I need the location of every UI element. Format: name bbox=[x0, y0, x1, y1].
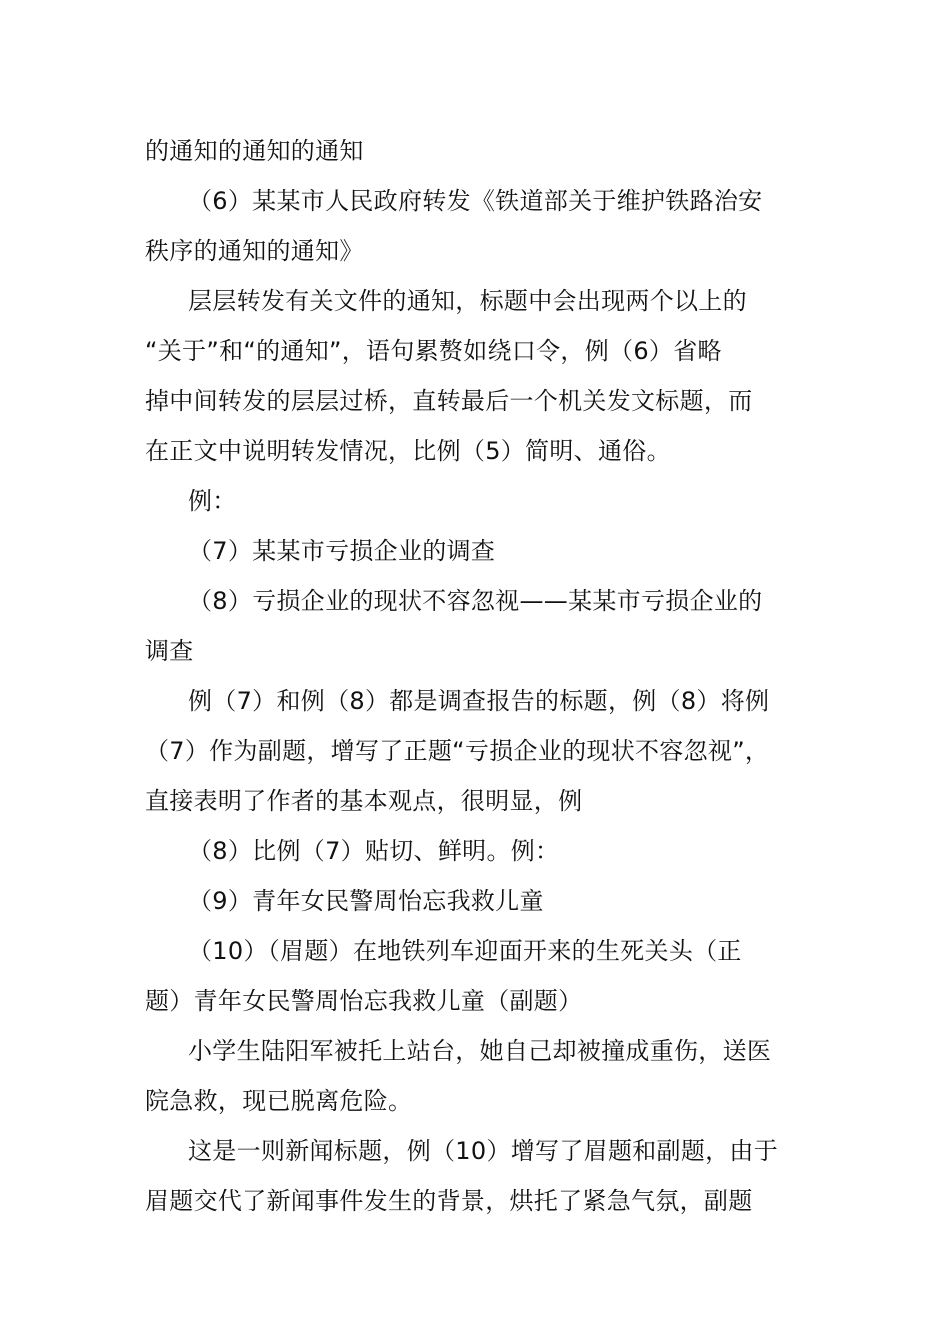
text-line: 在正文中说明转发情况，比例（5）简明、通俗。 bbox=[145, 437, 671, 465]
text-line: 例（7）和例（8）都是调查报告的标题，例（8）将例 bbox=[188, 687, 770, 715]
text-line: 眉题交代了新闻事件发生的背景，烘托了紧急气氛，副题 bbox=[145, 1187, 753, 1215]
text-line: （6）某某市人民政府转发《铁道部关于维护铁路治安 bbox=[188, 187, 763, 215]
text-line: 的通知的通知的通知 bbox=[145, 137, 364, 165]
text-line: （8）亏损企业的现状不容忽视——某某市亏损企业的 bbox=[188, 587, 763, 615]
text-line: 题）青年女民警周怡忘我救儿童（副题） bbox=[145, 987, 583, 1015]
text-line: （10）（眉题）在地铁列车迎面开来的生死关头（正 bbox=[188, 937, 742, 965]
text-line: 直接表明了作者的基本观点，很明显，例 bbox=[145, 787, 583, 815]
text-line: “关于”和“的通知”，语句累赘如绕口令，例（6）省略 bbox=[145, 337, 722, 365]
text-line: 例： bbox=[188, 487, 237, 515]
text-line: 小学生陆阳军被托上站台，她自己却被撞成重伤，送医 bbox=[188, 1037, 772, 1065]
text-line: 调查 bbox=[145, 637, 194, 665]
text-line: （9）青年女民警周怡忘我救儿童 bbox=[188, 887, 544, 915]
text-line: 这是一则新闻标题，例（10）增写了眉题和副题，由于 bbox=[188, 1137, 779, 1165]
text-line: （7）某某市亏损企业的调查 bbox=[188, 537, 496, 565]
text-line: 掉中间转发的层层过桥，直转最后一个机关发文标题，而 bbox=[145, 387, 753, 415]
text-line: 院急救，现已脱离危险。 bbox=[145, 1087, 413, 1115]
text-line: （8）比例（7）贴切、鲜明。例： bbox=[188, 837, 560, 865]
text-line: 秩序的通知的通知》 bbox=[145, 237, 364, 265]
text-line: 层层转发有关文件的通知，标题中会出现两个以上的 bbox=[188, 287, 747, 315]
text-line: （7）作为副题，增写了正题“亏损企业的现状不容忽视”， bbox=[145, 737, 770, 765]
